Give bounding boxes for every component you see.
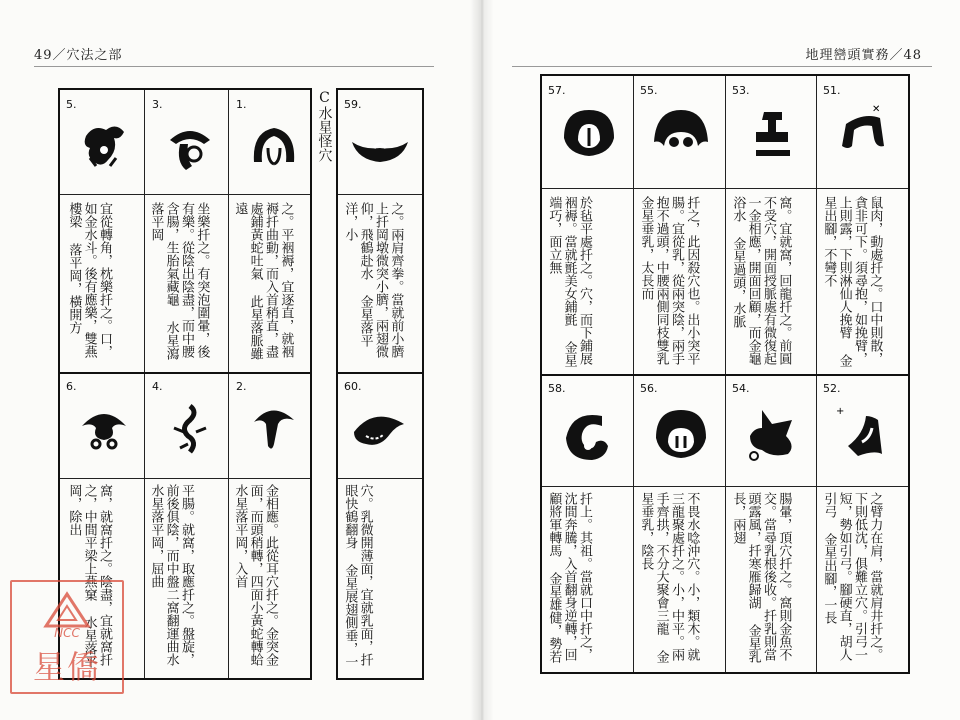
yellow-snake-icon: [246, 118, 302, 182]
cell-5-number: 5.: [66, 98, 77, 111]
cold-goose-icon: [742, 402, 804, 468]
beauty-carpet-icon: [558, 102, 620, 168]
cell-53-caption: 窩。宜就窩，回龍扦之。前圓不受穴，開面授脈處有微復起一金相應，開面回顧，而金龜浴水 金星過頭，水脈: [730, 196, 792, 365]
cell-1-number: 1.: [236, 98, 247, 111]
cell-60-number: 60.: [344, 380, 362, 393]
svg-text:✕: ✕: [872, 104, 881, 115]
svg-text:+: +: [836, 406, 845, 417]
cell-57-number: 57.: [548, 84, 566, 97]
cell-54-caption: 腸暈，頂穴扦之。窩則金魚不交。當尋乳根後收。扦乳則當頭露風，扦寒雁歸湖 金星乳長，兩翅: [730, 492, 792, 663]
cell-4-caption: 平腸。就窩，取應扦之。盤旋，前後俱陰，而中盤二窩翻運曲水 水星落平岡，屈曲: [148, 484, 194, 666]
cell-54-number: 54.: [732, 382, 750, 395]
cell-53-number: 53.: [732, 84, 750, 97]
cell-59-number: 59.: [344, 98, 362, 111]
section-side-label: C水星怪穴: [316, 90, 333, 162]
winding-water-icon: [162, 398, 218, 462]
cell-55-caption: 扦之，此因殺穴也。出小突平腸。宜從乳，從兩突陰，兩手抱不過頭，中腰兩側同枝雙乳 金星垂乳，太長而: [638, 196, 700, 365]
cell-2-number: 2.: [236, 380, 247, 393]
cell-58-caption: 扦上。其祖。當就口中扦之，沈間奔騰，入首翻身逆轉，回顧將軍轉馬 金星雄健，勢若: [546, 492, 592, 663]
cell-6-number: 6.: [66, 380, 77, 393]
cell-56-number: 56.: [640, 382, 658, 395]
right-diagram-grid: [540, 74, 910, 674]
cell-55-number: 55.: [640, 84, 658, 97]
cell-1-caption: 之。平裀褥，宜逐直，就裀褥扦曲動，而入首稍直，盡處鋪黃蛇吐氣 此星落脈雖遠: [232, 202, 294, 360]
cell-2-caption: 金相應。此從耳穴扦之。金突金面，而頭稍轉，四面小黃蛇轉蛤 水星落平岡，入首: [232, 484, 278, 666]
cell-57-caption: 於毡平處扦之。穴，而下鋪展裀褥。當就氈美女鋪氈 金星端巧，面立無: [546, 196, 592, 367]
cell-56-caption: 不畏水唸沖穴。小，類木。就三龍聚處扦之。小，中平。兩手齊拱，不分大聚會三龍 金星垂乳，陰長: [638, 492, 700, 663]
right-header-rule: [512, 66, 932, 67]
immortal-arm-icon: [832, 102, 894, 168]
right-page-header: 地理巒頭實務／48: [805, 48, 922, 63]
flying-crane-icon: [348, 118, 412, 178]
cell-58-number: 58.: [548, 382, 566, 395]
cell-4-number: 4.: [152, 380, 163, 393]
triangle-logo-icon: [42, 590, 92, 630]
right-page: [482, 0, 960, 720]
cell-59-caption: 之。兩肩齊拳。當就前小臍上扦岡墩微突小臍，兩翅微仰，飛鶴赴水 金星落平洋，小: [342, 202, 404, 358]
watermark-stamp: [10, 580, 124, 694]
general-horse-icon: [558, 402, 620, 468]
golden-turtle-icon: [742, 102, 804, 168]
twin-breast-icon: [650, 102, 712, 168]
swallow-nest-icon: [76, 398, 132, 462]
watermark-ncc-text: NCC: [54, 626, 80, 640]
cell-6-caption: 窩，就窩扦之。陰盡，宜就窩扦之，中間平梁上燕窠 水星落平岡，除出: [66, 484, 112, 668]
cell-51-caption: 鼠肉，動處扦之。口中則散，貪非可下。須尋抱，如挽臂，上則露，下則淋仙人挽臂 金星出腳，不彎不: [821, 196, 883, 367]
three-dragons-icon: [650, 402, 712, 468]
cell-3-number: 3.: [152, 98, 163, 111]
cell-51-number: 51.: [823, 84, 841, 97]
left-page-header: 49／穴法之部: [34, 48, 123, 63]
double-swallow-icon: [76, 118, 132, 182]
draw-bow-icon: [832, 402, 894, 468]
left-header-rule: [34, 66, 434, 67]
cell-52-caption: 之臂力在肩，當就肩井扦之。下則低沈，俱難立穴。引弓一短，勢如引弓。腳硬直，胡人引弓 金星出腳，一長: [821, 492, 883, 661]
cell-3-caption: 坐樂扦之。有突泡圍暈，後有樂。從陰出陰盡，而中腰含腸，生胎氣藏龜 水星瀉落平岡: [148, 202, 210, 360]
book-gutter-shadow: [470, 0, 494, 720]
turning-crane-icon: [348, 398, 412, 462]
cell-60-caption: 穴。乳微開薄面，宜就乳面，扦眼快鶴翻身 金星展翅側垂，一: [342, 484, 373, 668]
cell-52-number: 52.: [823, 382, 841, 395]
turtle-embryo-icon: [162, 118, 218, 182]
snake-clam-icon: [246, 398, 302, 462]
watermark-chinese-text: 星僑: [32, 648, 101, 686]
cell-5-caption: 宜從轉角，枕樂扦之。口，如金水斗。後有應樂，雙燕樓梁 落平岡，橫開方: [66, 202, 112, 358]
special-diagram-column: [336, 88, 424, 680]
